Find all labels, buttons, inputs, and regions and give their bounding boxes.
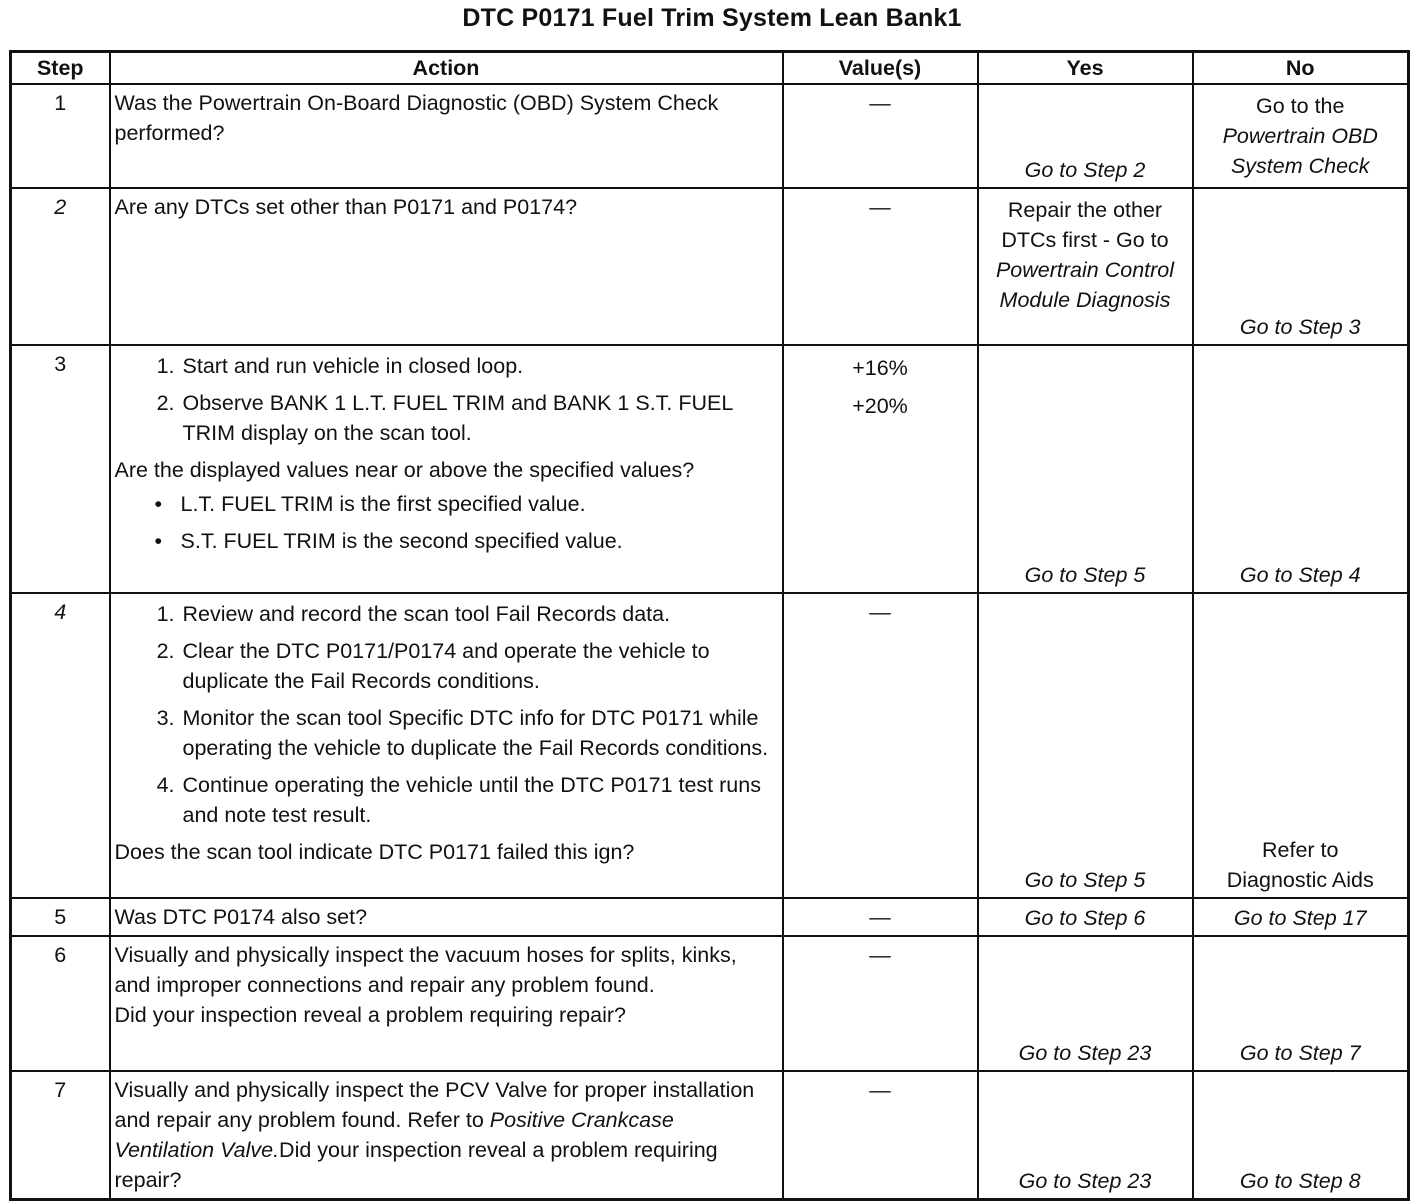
spec-bullets [115, 489, 778, 556]
no-cell [1193, 84, 1409, 188]
action-text: Visually and physically inspect the vacuum hoses for splits, kinks, and improper connections and repair any problem found. [114, 943, 737, 997]
action-cell [110, 936, 783, 1071]
table-row [11, 1071, 1409, 1200]
action-text: Are any DTCs set other than P0171 and P0174? [110, 188, 783, 345]
value-dash: — [783, 593, 978, 898]
header-yes: Yes [978, 52, 1193, 85]
no-text: Go to the [1256, 94, 1345, 118]
action-question: Does the scan tool indicate DTC P0171 failed this ign? [114, 840, 635, 864]
page-title: DTC P0171 Fuel Trim System Lean Bank1 [462, 4, 962, 32]
action-cell [110, 345, 783, 593]
value-dash: — [783, 84, 978, 188]
no-cell [1193, 188, 1409, 345]
bullet-icon: • [154, 529, 163, 553]
step-number: 4 [11, 593, 110, 898]
action-text: Was DTC P0174 also set? [110, 898, 783, 936]
no-text: Refer to [1262, 838, 1339, 862]
value-dash: — [783, 898, 978, 936]
header-action: Action [110, 52, 783, 85]
value-lt-fuel-trim: +16% [852, 356, 908, 380]
action-question: Did your inspection reveal a problem requiring repair? [114, 1138, 718, 1192]
yes-cell [978, 593, 1193, 898]
yes-cell [978, 1071, 1193, 1200]
yes-link[interactable]: Go to Step 23 [1018, 1169, 1152, 1193]
yes-link[interactable]: Go to Step 23 [1018, 1041, 1152, 1065]
step-number: 5 [11, 898, 110, 936]
action-text: Was the Powertrain On-Board Diagnostic (OBD) System Check performed? [110, 84, 783, 188]
table-row [11, 188, 1409, 345]
value-dash: — [783, 1071, 978, 1200]
yes-cell [978, 84, 1193, 188]
step-number: 1 [11, 84, 110, 188]
diagnostic-table [9, 50, 1410, 1201]
spec-bullet [154, 526, 778, 556]
step-number: 6 [11, 936, 110, 1071]
step-number: 7 [11, 1071, 110, 1200]
no-link[interactable]: Diagnostic Aids [1226, 868, 1374, 892]
action-step: 2. Observe BANK 1 L.T. FUEL TRIM and BANK 1 S.T. FUEL TRIM display on the scan tool. [181, 388, 778, 448]
bullet-text: S.T. FUEL TRIM is the second specified value. [180, 529, 623, 553]
action-cell [110, 1071, 783, 1200]
value-cell [783, 345, 978, 593]
yes-link[interactable]: Go to Step 5 [1024, 563, 1146, 587]
action-step: 3. Monitor the scan tool Specific DTC info for DTC P0171 while operating the vehicle to duplicate the Fail Records conditions. [181, 703, 778, 763]
no-link[interactable]: Powertrain OBD System Check [1222, 124, 1378, 178]
header-step: Step [11, 52, 110, 85]
step-number: 3 [11, 345, 110, 593]
no-link[interactable]: Go to Step 3 [1239, 315, 1361, 339]
yes-cell [978, 936, 1193, 1071]
action-text: Visually and physically inspect the PCV Valve for proper installation and repair any problem found. Refer to [114, 1078, 755, 1132]
reference-link[interactable]: Positive Crankcase Ventilation Valve. [114, 1108, 674, 1162]
header-no: No [1193, 52, 1409, 85]
value-dash: — [783, 188, 978, 345]
yes-link[interactable]: Powertrain Control Module Diagnosis [995, 258, 1175, 312]
value-st-fuel-trim: +20% [852, 394, 908, 418]
table-row [11, 84, 1409, 188]
yes-link[interactable]: Go to Step 5 [1024, 868, 1146, 892]
table-row [11, 345, 1409, 593]
yes-text: Repair the other DTCs first - Go to [1001, 198, 1169, 252]
yes-cell [978, 345, 1193, 593]
action-step: 1. Start and run vehicle in closed loop. [181, 351, 778, 381]
no-link[interactable]: Go to Step 7 [1239, 1041, 1361, 1065]
yes-cell [978, 188, 1193, 345]
table-header-row [11, 52, 1409, 85]
bullet-text: L.T. FUEL TRIM is the first specified value. [180, 492, 586, 516]
step-number: 2 [11, 188, 110, 345]
bullet-icon: • [154, 492, 163, 516]
yes-link[interactable]: Go to Step 6 [1024, 906, 1146, 930]
no-cell [1193, 1071, 1409, 1200]
value-dash: — [783, 936, 978, 1071]
no-link[interactable]: Go to Step 17 [1233, 906, 1367, 930]
table-row [11, 593, 1409, 898]
action-step: 1. Review and record the scan tool Fail Records data. [181, 599, 778, 629]
action-steps-list [115, 351, 778, 448]
action-step: 2. Clear the DTC P0171/P0174 and operate the vehicle to duplicate the Fail Records conditions. [181, 636, 778, 696]
no-cell [1193, 898, 1409, 936]
no-cell [1193, 345, 1409, 593]
action-question: Are the displayed values near or above the specified values? [114, 458, 695, 482]
yes-link[interactable]: Go to Step 2 [1024, 158, 1146, 182]
table-row [11, 936, 1409, 1071]
action-steps-list [115, 599, 778, 830]
no-link[interactable]: Go to Step 4 [1239, 563, 1361, 587]
action-step: 4. Continue operating the vehicle until the DTC P0171 test runs and note test result. [181, 770, 778, 830]
action-question: Did your inspection reveal a problem requiring repair? [114, 1003, 626, 1027]
table-row [11, 898, 1409, 936]
spec-bullet [154, 489, 778, 519]
header-values: Value(s) [783, 52, 978, 85]
no-cell [1193, 936, 1409, 1071]
yes-cell [978, 898, 1193, 936]
no-cell [1193, 593, 1409, 898]
no-link[interactable]: Go to Step 8 [1239, 1169, 1361, 1193]
action-cell [110, 593, 783, 898]
